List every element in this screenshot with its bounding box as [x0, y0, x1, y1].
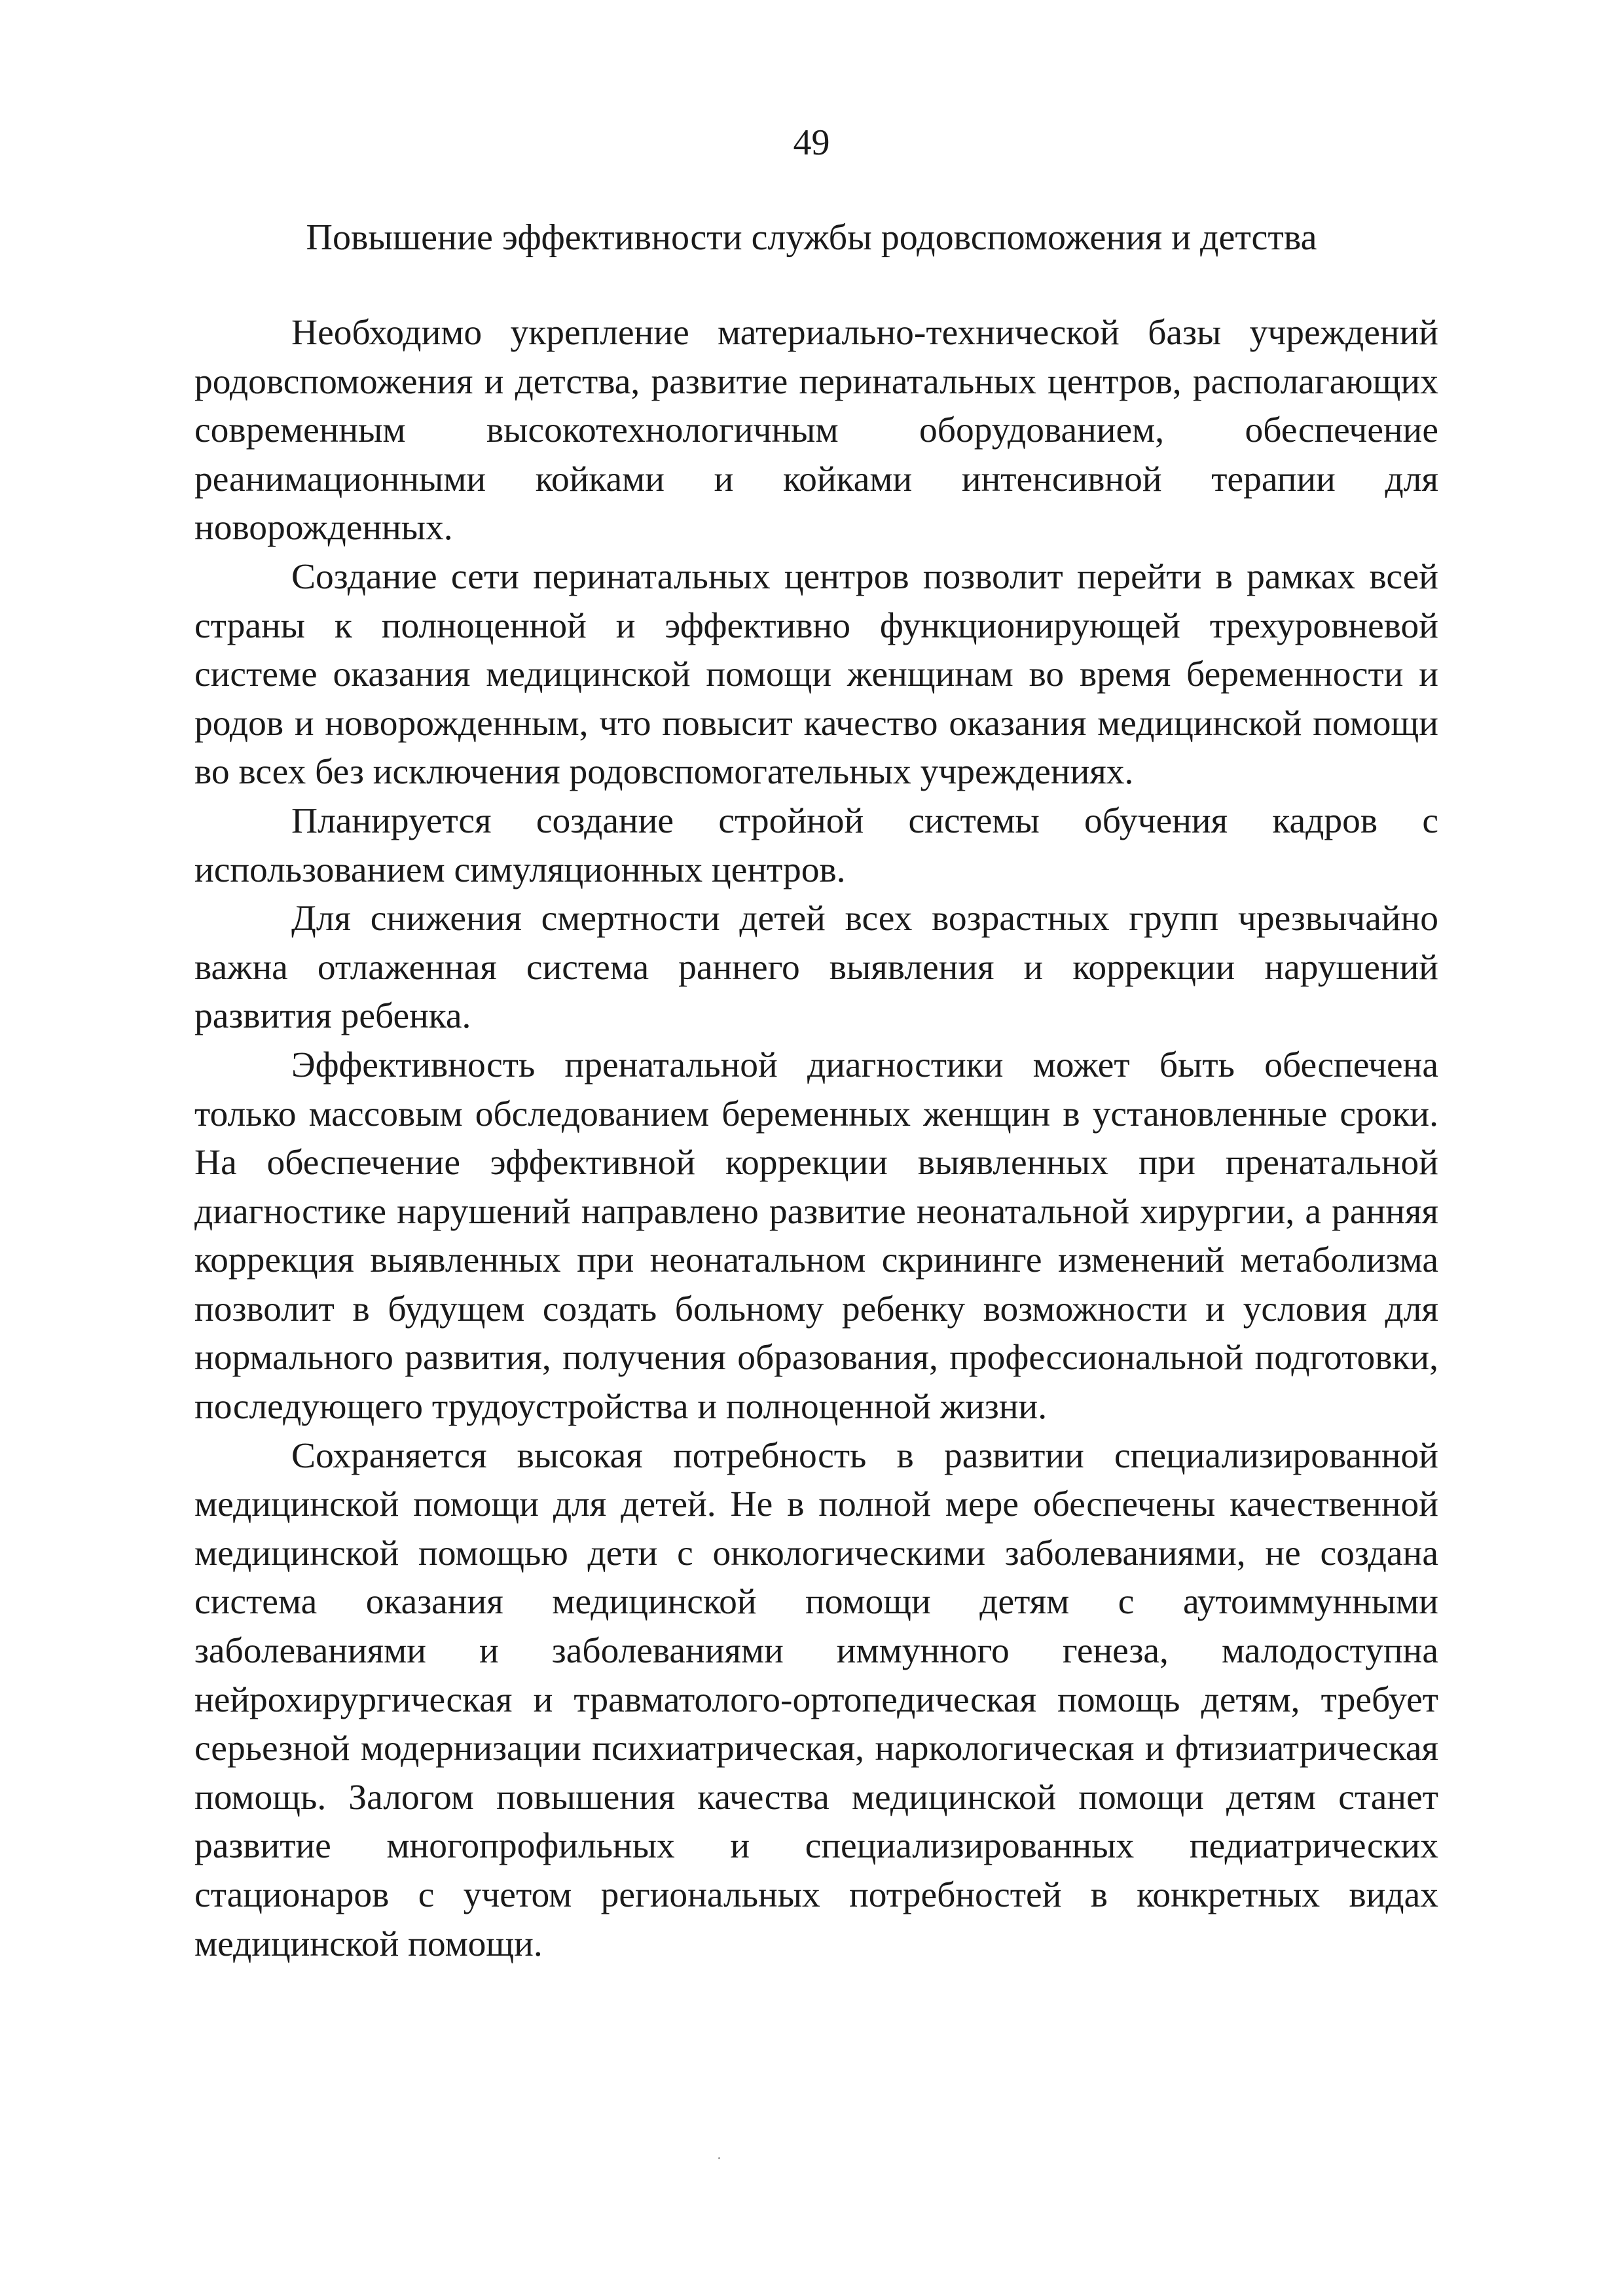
- paragraph: Сохраняется высокая потребность в развитии специализированной медицинской помощи для детей. Не в полной мере обеспечены качественной медицинской помощью дети с онкологическими заболеваниями, не создана система оказания медицинской помощи детям с аутоиммунными заболеваниями и заболеваниями иммунного генеза, малодоступна нейрохирургическая и травматолого-ортопедическая помощь детям, требует серьезной модернизации психиатрическая, наркологическая и фтизиатрическая помощь. Залогом повышения качества медицинской помощи детям станет развитие многопрофильных и специализированных педиатрических стационаров с учетом региональных потребностей в конкретных видах медицинской помощи.: [194, 1435, 1438, 1964]
- paragraph: Эффективность пренатальной диагностики может быть обеспечена только массовым обследованием беременных женщин в установленные сроки. На обеспечение эффективной коррекции выявленных при пренатальной диагностике нарушений направлено развитие неонатальной хирургии, а ранняя коррекция выявленных при неонатальном скрининге изменений метаболизма позволит в будущем создать больному ребенку возможности и условия для нормального развития, получения образования, профессиональной подготовки, последующего трудоустройства и полноценной жизни.: [194, 1045, 1438, 1427]
- page-number: 49: [793, 122, 830, 163]
- paragraph: Создание сети перинатальных центров позволит перейти в рамках всей страны к полноценной и эффективно функционирующей трехуровневой системе оказания медицинской помощи женщинам во время беременности и родов и новорожденным, что повысит качество оказания медицинской помощи во всех без исключения родовспомогательных учреждениях.: [194, 556, 1438, 793]
- paragraph: Для снижения смертности детей всех возрастных групп чрезвычайно важна отлаженная система раннего выявления и коррекции нарушений развития ребенка.: [194, 899, 1438, 1037]
- scan-artifact-dot: [718, 2157, 720, 2159]
- body-text: [194, 309, 1438, 1969]
- paragraph: Необходимо укрепление материально-технической базы учреждений родовспоможения и детства, развитие перинатальных центров, располагающих современным высокотехнологичным оборудованием, обеспечение реанимационными койками и койками интенсивной терапии для новорожденных.: [194, 313, 1438, 548]
- section-title: Повышение эффективности службы родовспоможения и детства: [306, 217, 1317, 258]
- paragraph: Планируется создание стройной системы обучения кадров с использованием симуляционных центров.: [194, 800, 1438, 890]
